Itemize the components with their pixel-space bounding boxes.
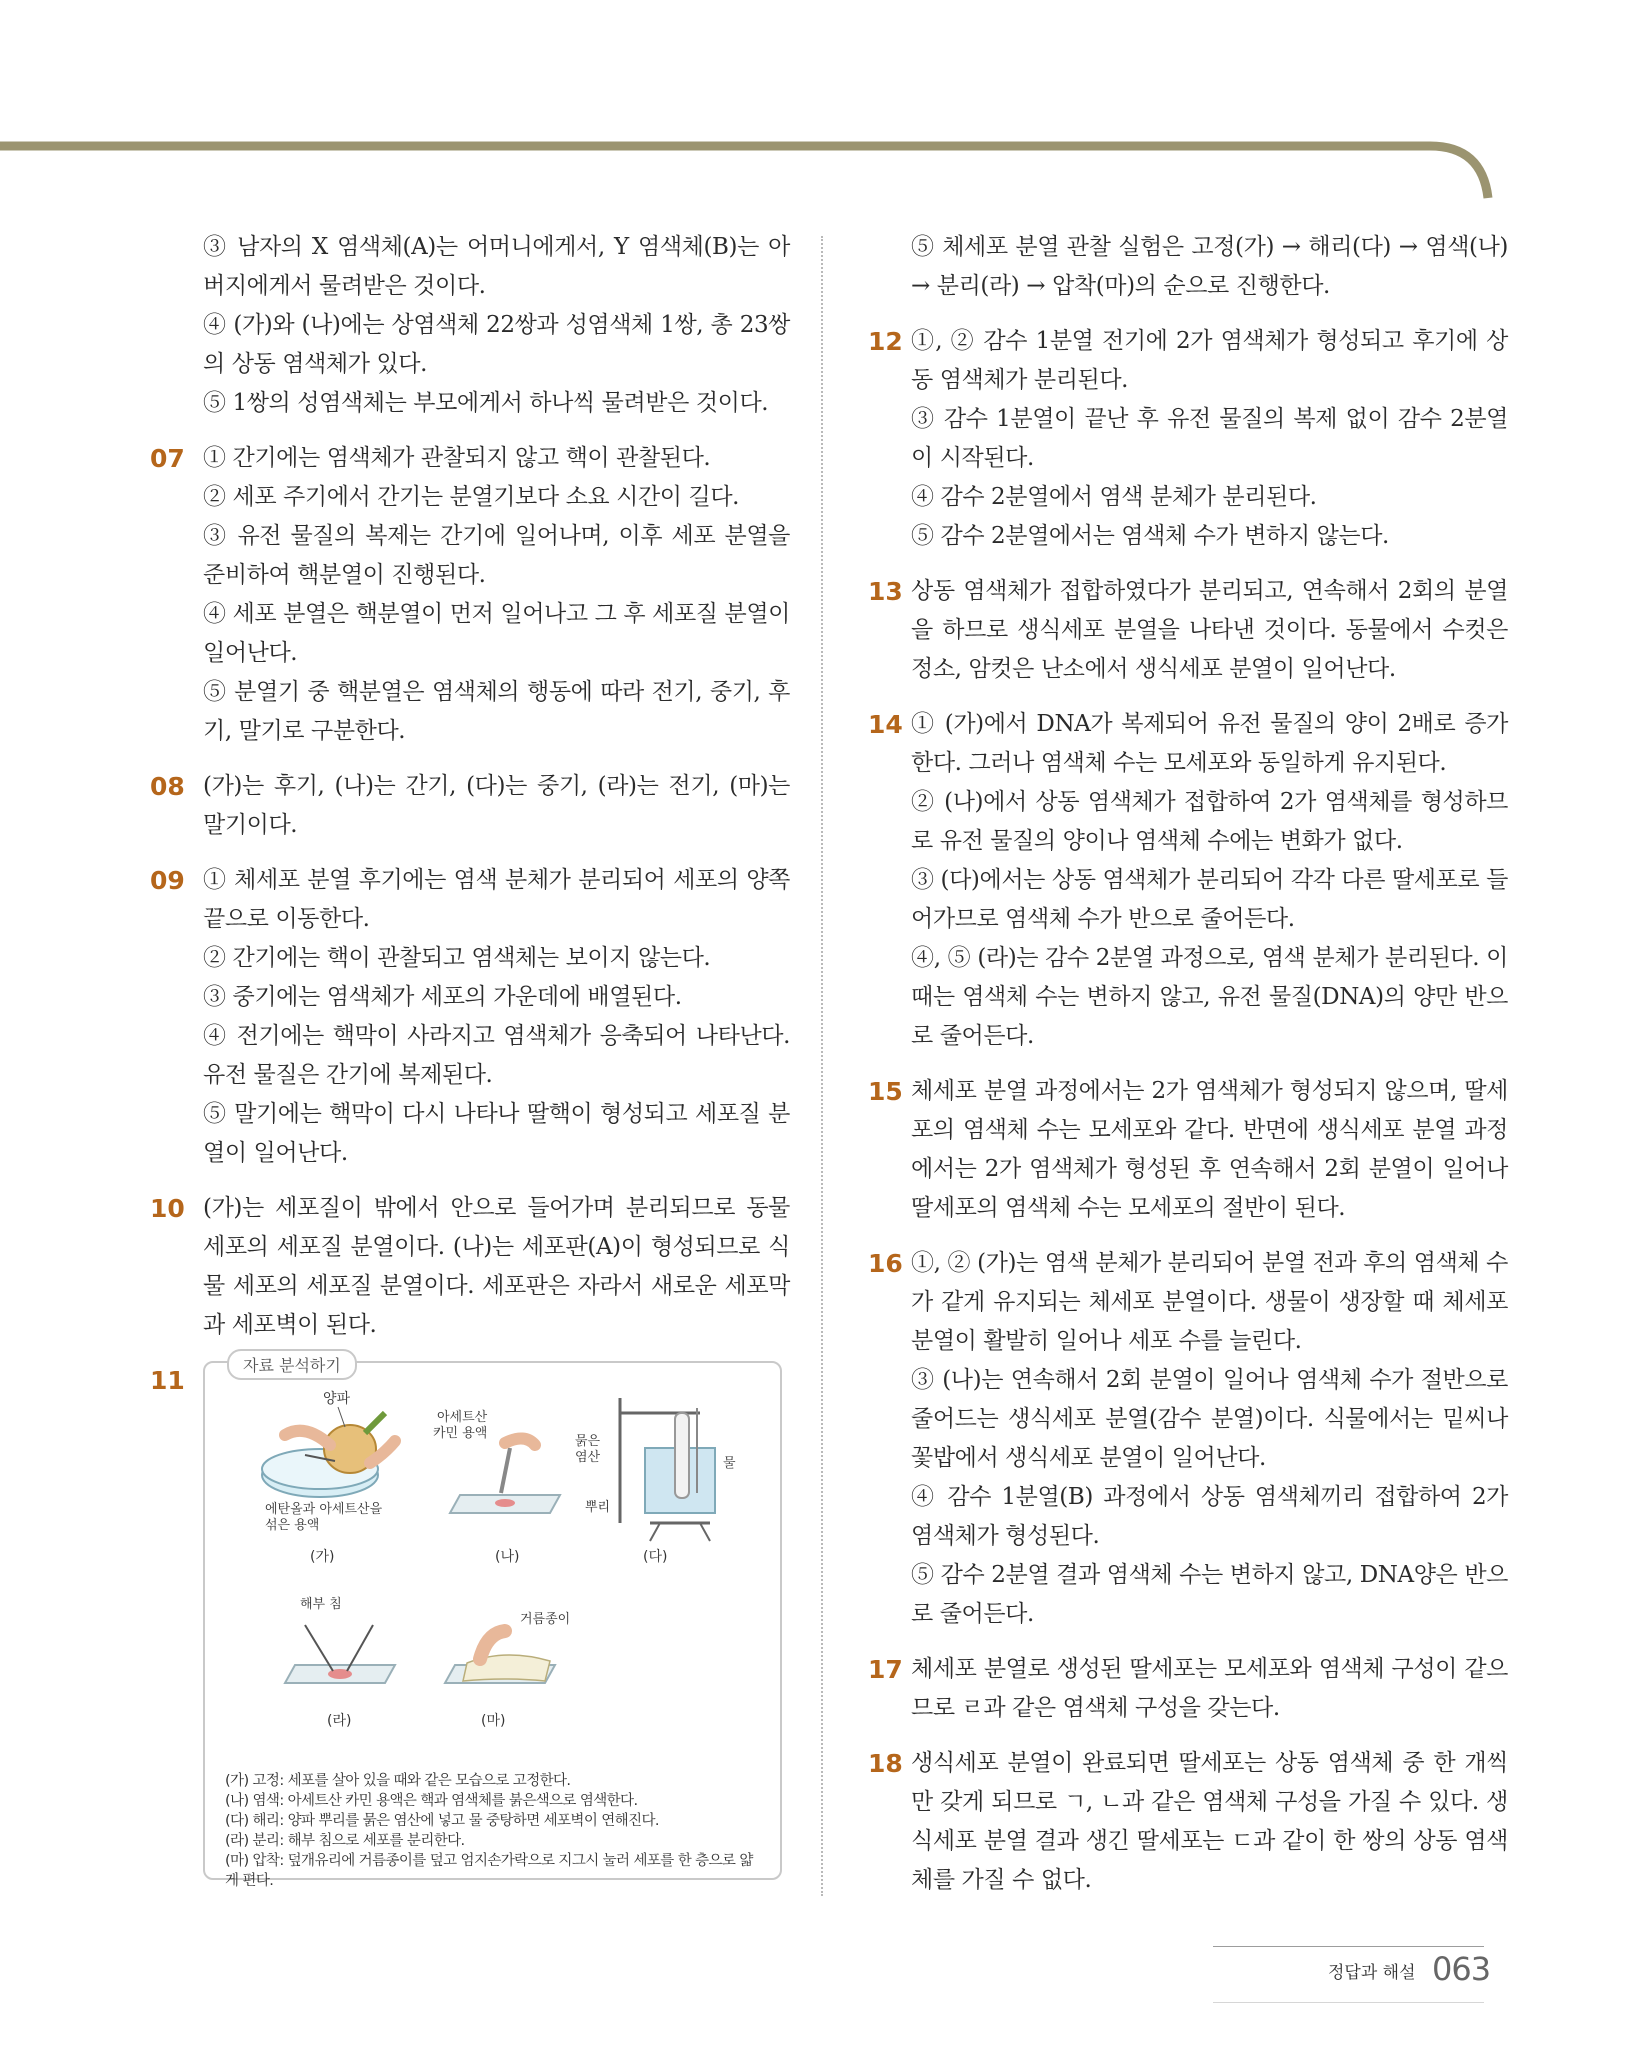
answer-body [911,228,1508,306]
answer-line: ③ 남자의 X 염색체(A)는 어머니에게서, Y 염색체(B)는 아버지에게서 물려받은 것이다. [203,234,790,299]
squash-illustration [445,1611,570,1729]
item-number: 12 [868,327,903,356]
answer-line: ①, ② 감수 1분열 전기에 2가 염색체가 형성되고 후기에 상동 염색체가 분리된다. [911,328,1508,393]
answer-line: (가)는 세포질이 밖에서 안으로 들어가며 분리되므로 동물 세포의 세포질 분열이다. (나)는 세포판(A)이 형성되므로 식물 세포의 세포질 분열이다. 세포판은 자라서 새로운 세포막과 세포벽이 된다. [203,1195,790,1338]
caption-ra: (라) [327,1713,352,1729]
page-number: 063 [1432,1950,1491,1988]
onion-label: 양파 [323,1391,351,1407]
footer-rule [1213,1946,1484,1947]
answer-line: 상동 염색체가 접합하였다가 분리되고, 연속해서 2회의 분열을 하므로 생식세포 분열을 나타낸 것이다. 동물에서 수컷은 정소, 암컷은 난소에서 생식세포 분열이 일어난다. [911,578,1508,682]
answer-line: ④ 감수 1분열(B) 과정에서 상동 염색체끼리 접합하여 2가 염색체가 형성된다. [911,1484,1508,1549]
item-number: 14 [868,710,903,739]
answer-line: ⑤ 1쌍의 성염색체는 부모에게서 하나씩 물려받은 것이다. [203,390,769,416]
answer-body [203,439,790,751]
item-number: 11 [150,1366,185,1395]
answer-line: 체세포 분열로 생성된 딸세포는 모세포와 염색체 구성이 같으므로 ㄹ과 같은 염색체 구성을 갖는다. [911,1656,1508,1721]
hcl-label-1: 묽은 [575,1434,601,1449]
caption-ma: (마) [481,1713,506,1729]
answer-line: ③ 유전 물질의 복제는 간기에 일어나며, 이후 세포 분열을 준비하여 핵분열이 진행된다. [203,523,790,588]
answer-line: ⑤ 말기에는 핵막이 다시 나타나 딸핵이 형성되고 세포질 분열이 일어난다. [203,1101,790,1166]
separation-illustration [285,1596,395,1729]
water-label: 물 [723,1456,736,1471]
procedure-step: (나) 염색: 아세트산 카민 용액은 핵과 염색체를 붉은색으로 염색한다. [225,1793,638,1809]
item-number: 17 [868,1655,903,1684]
procedure-step: (마) 압착: 덮개유리에 거름종이를 덮고 엄지손가락으로 지그시 눌러 세포를 한 층으로 얇게 편다. [225,1853,753,1889]
answer-body [203,1189,790,1345]
answer-line: ② 간기에는 핵이 관찰되고 염색체는 보이지 않는다. [203,945,711,971]
procedure-step: (다) 해리: 양파 뿌리를 묽은 염산에 넣고 물 중탕하면 세포벽이 연해진다. [225,1813,659,1829]
answer-body [203,767,790,845]
answer-line: ⑤ 분열기 중 핵분열은 염색체의 행동에 따라 전기, 중기, 후기, 말기로 구분한다. [203,679,790,744]
answer-item-09 [150,861,790,1173]
answer-line: ① 간기에는 염색체가 관찰되지 않고 핵이 관찰된다. [203,445,711,471]
data-analysis-figure [203,1356,782,1889]
answer-line: ④ 감수 2분열에서 염색 분체가 분리된다. [911,484,1317,510]
stain-label-1: 아세트산 [437,1410,488,1425]
answer-item-17 [868,1650,1508,1728]
root-label: 뿌리 [585,1500,611,1515]
caption-ga: (가) [310,1549,335,1565]
answer-line: 생식세포 분열이 완료되면 딸세포는 상동 염색체 중 한 개씩만 갖게 되므로 ㄱ, ㄴ과 같은 염색체 구성을 가질 수 있다. 생식세포 분열 결과 생긴 딸세포는 ㄷ과 같이 한 쌍의 상동 염색체를 가질 수 없다. [911,1750,1508,1893]
answer-line: ④ 전기에는 핵막이 사라지고 염색체가 응축되어 나타난다. 유전 물질은 간기에 복제된다. [203,1023,790,1088]
answer-line: ③ (다)에서는 상동 염색체가 분리되어 각각 다른 딸세포로 들어가므로 염색체 수가 반으로 줄어든다. [911,867,1508,932]
answer-line: ③ 중기에는 염색체가 세포의 가운데에 배열된다. [203,984,682,1010]
left-column [150,228,790,1896]
maceration-illustration [575,1398,736,1565]
footer-rule-lower [1213,2002,1484,2003]
answer-item-10 [150,1189,790,1345]
answer-line: ① (가)에서 DNA가 복제되어 유전 물질의 양이 2배로 증가한다. 그러나 염색체 수는 모세포와 동일하게 유지된다. [911,711,1508,776]
answer-body [911,1072,1508,1228]
staining-illustration [433,1409,560,1565]
answer-line: 체세포 분열 과정에서는 2가 염색체가 형성되지 않으며, 딸세포의 염색체 수는 모세포와 같다. 반면에 생식세포 분열 과정에서는 2가 염색체가 형성된 후 연속해서 2회 분열이 일어나 딸세포의 염색체 수는 모세포의 절반이 된다. [911,1078,1508,1221]
ethanol-label-2: 섞은 용액 [265,1518,320,1533]
right-column [868,228,1508,1916]
figure-tag: 자료 분석하기 [227,1349,357,1380]
answer-line: ① 체세포 분열 후기에는 염색 분체가 분리되어 세포의 양쪽 끝으로 이동한다. [203,867,790,932]
caption-na: (나) [495,1549,520,1565]
answer-item-08 [150,767,790,845]
fixation-illustration [262,1390,395,1565]
answer-body [911,1744,1508,1900]
answer-line: ⑤ 감수 2분열에서는 염색체 수가 변하지 않는다. [911,523,1389,549]
experiment-illustration [205,1363,780,1768]
answer-line: ⑤ 감수 2분열 결과 염색체 수는 변하지 않고, DNA양은 반으로 줄어든다. [911,1562,1508,1627]
answer-body [911,322,1508,556]
answer-line: ③ (나)는 연속해서 2회 분열이 일어나 염색체 수가 절반으로 줄어드는 생식세포 분열(감수 분열)이다. 식물에서는 밑씨나 꽃밥에서 생식세포 분열이 일어난다. [911,1367,1508,1471]
answer-body [911,1650,1508,1728]
answer-item-12 [868,322,1508,556]
procedure-step: (가) 고정: 세포를 살아 있을 때와 같은 모습으로 고정한다. [225,1773,571,1789]
needle-label: 해부 침 [300,1597,342,1612]
item-number: 18 [868,1749,903,1778]
item-number: 07 [150,444,185,473]
hcl-label-2: 염산 [575,1450,601,1465]
answer-item-11 [150,1356,790,1889]
caption-da: (다) [643,1549,668,1565]
answer-item-14 [868,705,1508,1056]
answer-item-15 [868,1072,1508,1228]
answer-line: ② (나)에서 상동 염색체가 접합하여 2가 염색체를 형성하므로 유전 물질의 양이나 염색체 수에는 변화가 없다. [911,789,1508,854]
ethanol-label-1: 에탄올과 아세트산을 [265,1502,383,1517]
answer-line: ④, ⑤ (라)는 감수 2분열 과정으로, 염색 분체가 분리된다. 이때는 염색체 수는 변하지 않고, 유전 물질(DNA)의 양만 반으로 줄어든다. [911,945,1508,1049]
answer-item-07 [150,439,790,751]
item-number: 10 [150,1194,185,1223]
header-rule [0,0,1630,210]
procedure-step: (라) 분리: 해부 침으로 세포를 분리한다. [225,1833,465,1849]
answer-body [911,572,1508,689]
answer-body [911,705,1508,1056]
answer-item-18 [868,1744,1508,1900]
item-number: 09 [150,866,185,895]
item-number: 08 [150,772,185,801]
item-number: 15 [868,1077,903,1106]
answer-line: ② 세포 주기에서 간기는 분열기보다 소요 시간이 길다. [203,484,740,510]
footer-label: 정답과 해설 [1328,1963,1416,1983]
procedure-steps [225,1771,765,1891]
answer-line: ④ 세포 분열은 핵분열이 먼저 일어나고 그 후 세포질 분열이 일어난다. [203,601,790,666]
answer-line: ③ 감수 1분열이 끝난 후 유전 물질의 복제 없이 감수 2분열이 시작된다. [911,406,1508,471]
answer-item-13 [868,572,1508,689]
answer-body [203,861,790,1173]
item-number: 13 [868,577,903,606]
answer-line: ①, ② (가)는 염색 분체가 분리되어 분열 전과 후의 염색체 수가 같게 유지되는 체세포 분열이다. 생물이 생장할 때 체세포 분열이 활발히 일어나 세포 수를 늘린다. [911,1250,1508,1354]
column-divider [821,236,823,1896]
answer-line: (가)는 후기, (나)는 간기, (다)는 중기, (라)는 전기, (마)는 말기이다. [203,773,790,838]
item-number: 16 [868,1249,903,1278]
answer-item-16 [868,1244,1508,1634]
answer-continuation [150,228,790,423]
answer-line: ④ (가)와 (나)에는 상염색체 22쌍과 성염색체 1쌍, 총 23쌍의 상동 염색체가 있다. [203,312,790,377]
answer-body [911,1244,1508,1634]
answer-body [203,228,790,423]
answer-continuation [868,228,1508,306]
answer-line: ⑤ 체세포 분열 관찰 실험은 고정(가) → 해리(다) → 염색(나) → 분리(라) → 압착(마)의 순으로 진행한다. [911,234,1508,299]
filter-paper-label: 거름종이 [520,1612,571,1627]
stain-label-2: 카민 용액 [433,1426,488,1441]
